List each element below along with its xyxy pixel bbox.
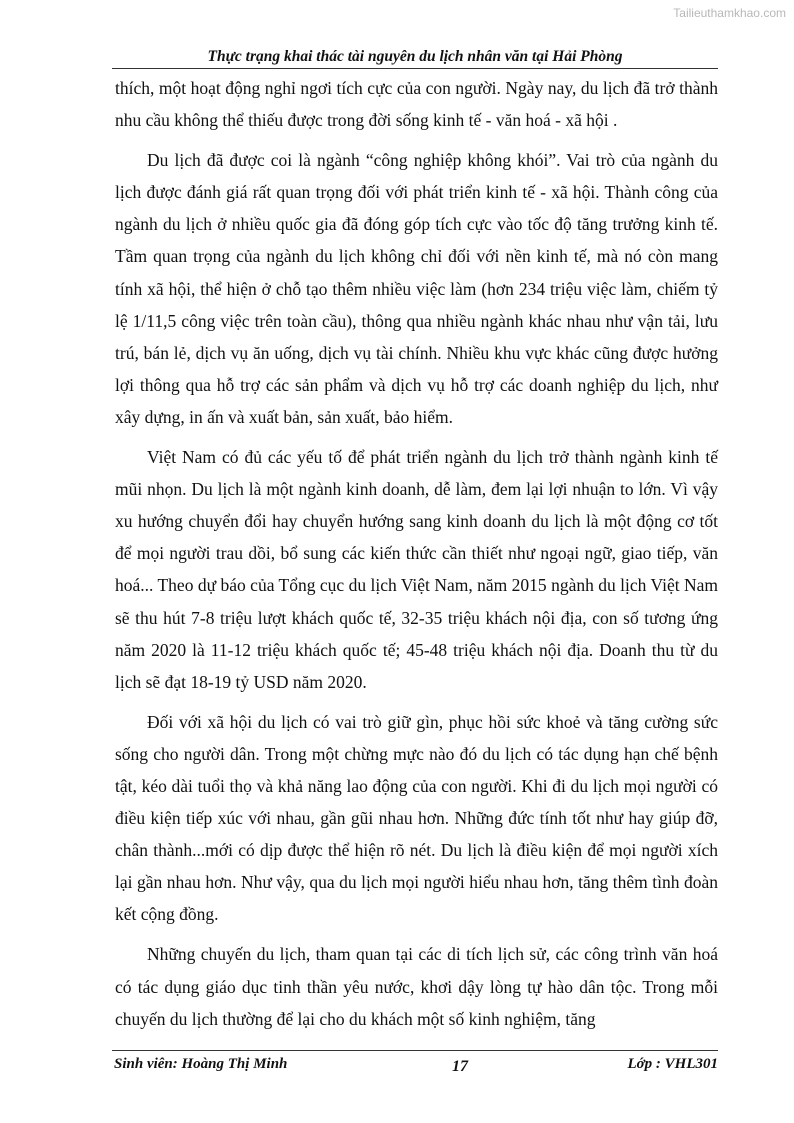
footer-student-name: Sinh viên: Hoàng Thị Minh [114, 1056, 288, 1072]
page-header-title: Thực trạng khai thác tài nguyên du lịch nhân văn tại Hải Phòng [207, 48, 623, 65]
document-body [115, 72, 718, 1043]
page-footer [114, 1054, 718, 1080]
paragraph: Du lịch đã được coi là ngành “công nghiệp không khói”. Vai trò của ngành du lịch được đánh giá rất quan trọng đối với phát triển kinh tế - xã hội. Thành công của ngành du lịch ở nhiều quốc gia đã đóng góp tích cực vào tốc độ tăng trưởng kinh tế. Tầm quan trọng của ngành du lịch không chỉ đối với nền kinh tế, mà nó còn mang tính xã hội, thể hiện ở chỗ tạo thêm nhiều việc làm (hơn 234 triệu việc làm, chiếm tỷ lệ 1/11,5 công việc trên toàn cầu), thông qua nhiều ngành khác nhau như vận tải, lưu trú, bán lẻ, dịch vụ ăn uống, dịch vụ tài chính. Nhiều khu vực khác cũng được hưởng lợi thông qua hỗ trợ các sản phẩm và dịch vụ hỗ trợ các doanh nghiệp du lịch, như xây dựng, in ấn và xuất bản, sản xuất, bảo hiểm. [115, 150, 718, 427]
paragraph-continued: thích, một hoạt động nghỉ ngơi tích cực của con người. Ngày nay, du lịch đã trở thành nhu cầu không thể thiếu được trong đời sống kinh tế - văn hoá - xã hội . [115, 78, 718, 131]
page-number: 17 [452, 1058, 468, 1075]
paragraph: Những chuyến du lịch, tham quan tại các di tích lịch sử, các công trình văn hoá có tác dụng giáo dục tinh thần yêu nước, khơi dậy lòng tự hào dân tộc. Trong mỗi chuyến du lịch thường để lại cho du khách một số kinh nghiệm, tăng [115, 944, 718, 1029]
paragraph: Đối với xã hội du lịch có vai trò giữ gìn, phục hồi sức khoẻ và tăng cường sức sống cho người dân. Trong một chừng mực nào đó du lịch có tác dụng hạn chế bệnh tật, kéo dài tuổi thọ và khả năng lao động của con người. Khi đi du lịch mọi người có điều kiện tiếp xúc với nhau, gần gũi nhau hơn. Những đức tính tốt như hay giúp đỡ, chân thành...mới có dịp được thể hiện rõ nét. Du lịch là điều kiện để mọi người xích lại gần nhau hơn. Như vậy, qua du lịch mọi người hiểu nhau hơn, tăng thêm tình đoàn kết cộng đồng. [115, 711, 718, 925]
watermark-text: Tailieuthamkhao.com [673, 6, 786, 20]
paragraph: Việt Nam có đủ các yếu tố để phát triển ngành du lịch trở thành ngành kinh tế mũi nhọn. Du lịch là một ngành kinh doanh, dễ làm, đem lại lợi nhuận to lớn. Vì vậy xu hướng chuyển đổi hay chuyển hướng sang kinh doanh du lịch là một động cơ tốt để mọi người trau dồi, bổ sung các kiến thức cần thiết như ngoại ngữ, giao tiếp, văn hoá... Theo dự báo của Tổng cục du lịch Việt Nam, năm 2015 ngành du lịch Việt Nam sẽ thu hút 7-8 triệu lượt khách quốc tế, 32-35 triệu khách nội địa, con số tương ứng năm 2020 là 11-12 triệu khách quốc tế; 45-48 triệu khách nội địa. Doanh thu từ du lịch sẽ đạt 18-19 tỷ USD năm 2020. [115, 447, 718, 692]
footer-divider [112, 1050, 718, 1051]
header-divider [112, 68, 718, 69]
footer-class: Lớp : VHL301 [627, 1056, 718, 1072]
